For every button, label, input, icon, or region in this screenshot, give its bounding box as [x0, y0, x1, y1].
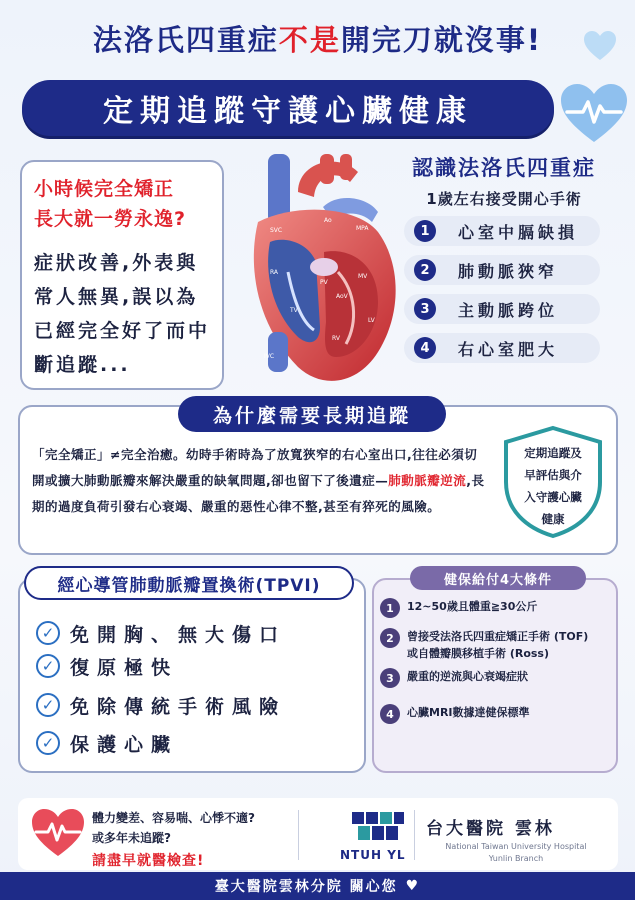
number-badge: 4	[380, 704, 400, 724]
insurance-item-label	[407, 598, 537, 615]
insurance-item-label	[407, 704, 530, 721]
tpvi-item-label: 免開胸、無大傷口	[70, 623, 287, 646]
insurance-item-line: 或自體瓣膜移植手術 (Ross)	[407, 647, 550, 660]
number-badge: 1	[380, 598, 400, 618]
tof-item	[404, 294, 600, 324]
heart-label: AoV	[336, 293, 348, 300]
heart-label: RA	[270, 269, 279, 276]
insurance-item	[380, 704, 530, 724]
heart-icon	[583, 30, 617, 62]
bottom-call-to-action: 請盡早就醫檢查!	[92, 853, 205, 869]
logo-text: NTUH YL	[340, 848, 406, 862]
insurance-item	[380, 668, 528, 688]
shield-line: 健康	[541, 512, 565, 526]
heartbeat-heart-icon	[559, 82, 629, 144]
check-icon: ✓	[36, 693, 60, 717]
number-badge: 4	[414, 337, 436, 359]
number-badge: 3	[380, 668, 400, 688]
hospital-name: 台大醫院 雲林	[426, 819, 555, 839]
tof-item	[404, 255, 600, 285]
check-icon: ✓	[36, 654, 60, 678]
check-icon: ✓	[36, 731, 60, 755]
hospital-branch-en: Yunlin Branch	[488, 854, 544, 863]
tof-item	[404, 216, 600, 246]
number-badge: 1	[414, 220, 436, 242]
check-icon: ✓	[36, 621, 60, 645]
footer	[0, 872, 635, 900]
heart-label: TV	[290, 307, 298, 314]
heartbeat-heart-icon	[30, 808, 86, 858]
tpvi-item-label: 復原極快	[70, 656, 179, 679]
number-badge: 2	[380, 628, 400, 648]
shield-line: 早評估與介	[524, 468, 582, 482]
ntuh-logo-icon	[348, 808, 408, 844]
heart-label: Ao	[324, 217, 332, 224]
tpvi-item	[36, 651, 178, 681]
heart-label: LV	[368, 317, 375, 324]
why-body	[32, 442, 488, 520]
bottom-question	[92, 808, 292, 848]
number-badge: 2	[414, 259, 436, 281]
tof-item-label: 主動脈跨位	[458, 300, 559, 320]
bottom-question-line: 或多年未追蹤?	[92, 831, 171, 845]
title-part2: 開完刀就沒事!	[340, 23, 543, 57]
insurance-item-label	[407, 668, 528, 685]
insurance-item-line: 12~50歲且體重≧30公斤	[407, 600, 538, 613]
divider	[414, 810, 415, 860]
insurance-title: 健保給付4大條件	[410, 566, 586, 590]
heart-label: MV	[358, 273, 368, 280]
tof-title: 認識法洛氏四重症	[412, 156, 596, 180]
tof-item	[404, 333, 600, 363]
page-title	[0, 18, 635, 59]
tof-item-label: 右心室肥大	[458, 339, 559, 359]
shield-line: 入守護心臟	[524, 490, 582, 504]
heart-label: RV	[332, 335, 340, 342]
shield-line: 定期追蹤及	[524, 446, 582, 460]
insurance-item-line: 曾接受法洛氏四重症矯正手術 (TOF)	[407, 630, 589, 643]
divider	[298, 810, 299, 860]
why-text-before: 「完全矯正」≠完全治癒。幼時手術時為了放寬狹窄的右心室出口,往往必須切開或擴大肺動脈瓣來解決嚴重的缺氧問題,卻也留下了後遺症—	[32, 447, 478, 488]
tof-item-label: 心室中膈缺損	[458, 222, 579, 242]
heart-icon: ♥	[405, 878, 421, 894]
insurance-item-label	[407, 628, 588, 662]
tpvi-item-label: 免除傳統手術風險	[70, 695, 287, 718]
why-title: 為什麼需要長期追蹤	[178, 396, 446, 432]
tpvi-item-label: 保護心臟	[70, 733, 179, 756]
tpvi-item	[36, 690, 286, 720]
myth-red-line1: 小時候完全矯正	[34, 178, 175, 200]
heart-label: SVC	[270, 227, 283, 234]
insurance-item-line: 嚴重的逆流與心衰竭症狀	[407, 670, 528, 683]
title-red: 不是	[278, 23, 341, 57]
tpvi-item	[36, 728, 178, 758]
heart-label: PV	[320, 279, 328, 286]
bottom-question-line: 體力變差、容易喘、心悸不適?	[92, 811, 255, 825]
insurance-item-line: 心臟MRI數據達健保標準	[407, 706, 530, 719]
tof-item-label: 肺動脈狹窄	[458, 261, 559, 281]
insurance-item	[380, 598, 537, 618]
heart-anatomy-illustration	[228, 152, 408, 392]
tpvi-item	[36, 618, 286, 648]
heart-label: IVC	[264, 353, 275, 360]
footer-text: 臺大醫院雲林分院 關心您	[214, 879, 398, 895]
tof-subtitle: 1歲左右接受開心手術	[426, 190, 582, 208]
main-banner: 定期追蹤守護心臟健康	[22, 80, 554, 136]
shield-text	[508, 442, 598, 530]
why-text-after: ,長期的過度負荷引發右心衰竭、嚴重的惡性心律不整,甚至有猝死的風險。	[32, 473, 485, 514]
hospital-name-en: National Taiwan University Hospital	[445, 842, 587, 851]
myth-red-line2: 長大就一勞永逸?	[34, 208, 187, 230]
heart-label: MPA	[356, 225, 369, 232]
tpvi-title: 經心導管肺動脈瓣置換術(TPVI)	[24, 566, 354, 600]
why-text-red: 肺動脈瓣逆流	[388, 473, 467, 488]
myth-box	[20, 160, 224, 390]
myth-body: 症狀改善,外表與常人無異,誤以為已經完全好了而中斷追蹤...	[34, 252, 211, 376]
number-badge: 3	[414, 298, 436, 320]
title-part1: 法洛氏四重症	[92, 23, 279, 57]
insurance-item	[380, 628, 588, 662]
